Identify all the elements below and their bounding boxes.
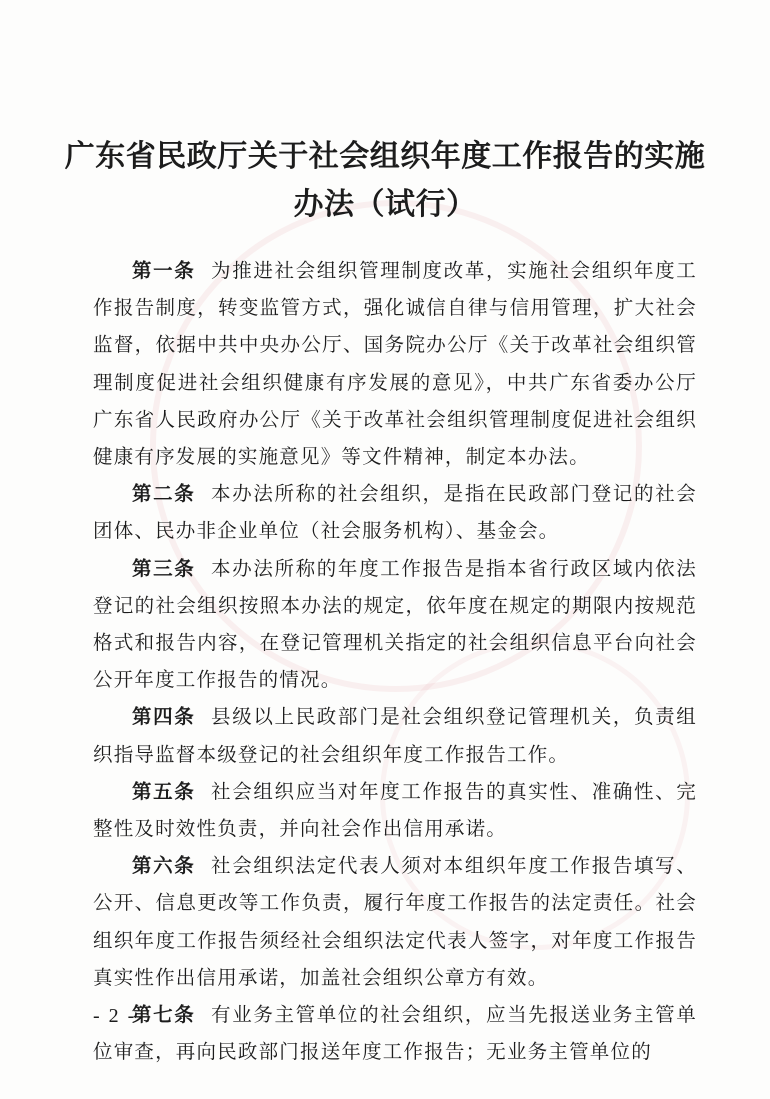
article-text: 县级以上民政部门是社会组织登记管理机关，负责组织指导监督本级登记的社会组织年度工作报告工作。	[93, 705, 697, 766]
article-2	[93, 475, 697, 549]
article-text: 社会组织应当对年度工作报告的真实性、准确性、完整性及时效性负责，并向社会作出信用承诺。	[93, 779, 697, 841]
article-6	[93, 847, 697, 996]
article-number: 第三条	[132, 556, 196, 580]
article-text: 本办法所称的社会组织，是指在民政部门登记的社会团体、民办非企业单位（社会服务机构）、基金会。	[93, 482, 697, 543]
page-number: - 2 -	[93, 1005, 137, 1027]
article-number: 第二条	[132, 482, 196, 506]
article-text: 有业务主管单位的社会组织，应当先报送业务主管单位审查，再向民政部门报送年度工作报告；无业务主管单位的	[93, 1003, 697, 1064]
article-text: 本办法所称的年度工作报告是指本省行政区域内依法登记的社会组织按照本办法的规定，依年度在规定的期限内按规范格式和报告内容，在登记管理机关指定的社会组织信息平台向社会公开年度工作报告的情况。	[93, 556, 697, 692]
article-4	[93, 698, 697, 772]
article-number: 第七条	[132, 1003, 196, 1027]
document-body	[93, 252, 697, 1070]
article-number: 第一条	[132, 259, 196, 282]
document-title: 广东省民政厅关于社会组织年度工作报告的实施办法（试行）	[64, 139, 706, 222]
article-7	[93, 996, 697, 1070]
article-3	[93, 550, 697, 699]
article-1	[93, 252, 697, 475]
article-number: 第五条	[132, 779, 196, 803]
article-number: 第四条	[132, 705, 196, 729]
article-number: 第六条	[132, 854, 196, 878]
article-text: 社会组织法定代表人须对本组织年度工作报告填写、公开、信息更改等工作负责，履行年度工作报告的法定责任。社会组织年度工作报告须经社会组织法定代表人签字，对年度工作报告真实性作出信用承诺，加盖社会组织公章方有效。	[93, 854, 697, 989]
article-5	[93, 773, 697, 847]
article-text: 为推进社会组织管理制度改革，实施社会组织年度工作报告制度，转变监管方式，强化诚信自律与信用管理，扩大社会监督，依据中共中央办公厅、国务院办公厅《关于改革社会组织管理制度促进社会组织健康有序发展的意见》，中共广东省委办公厅 广东省人民政府办公厅《关于改革社会组织管理制度促进社会组织健康有序发展的实施意见》等文件精神，制定本办法。	[93, 259, 697, 469]
